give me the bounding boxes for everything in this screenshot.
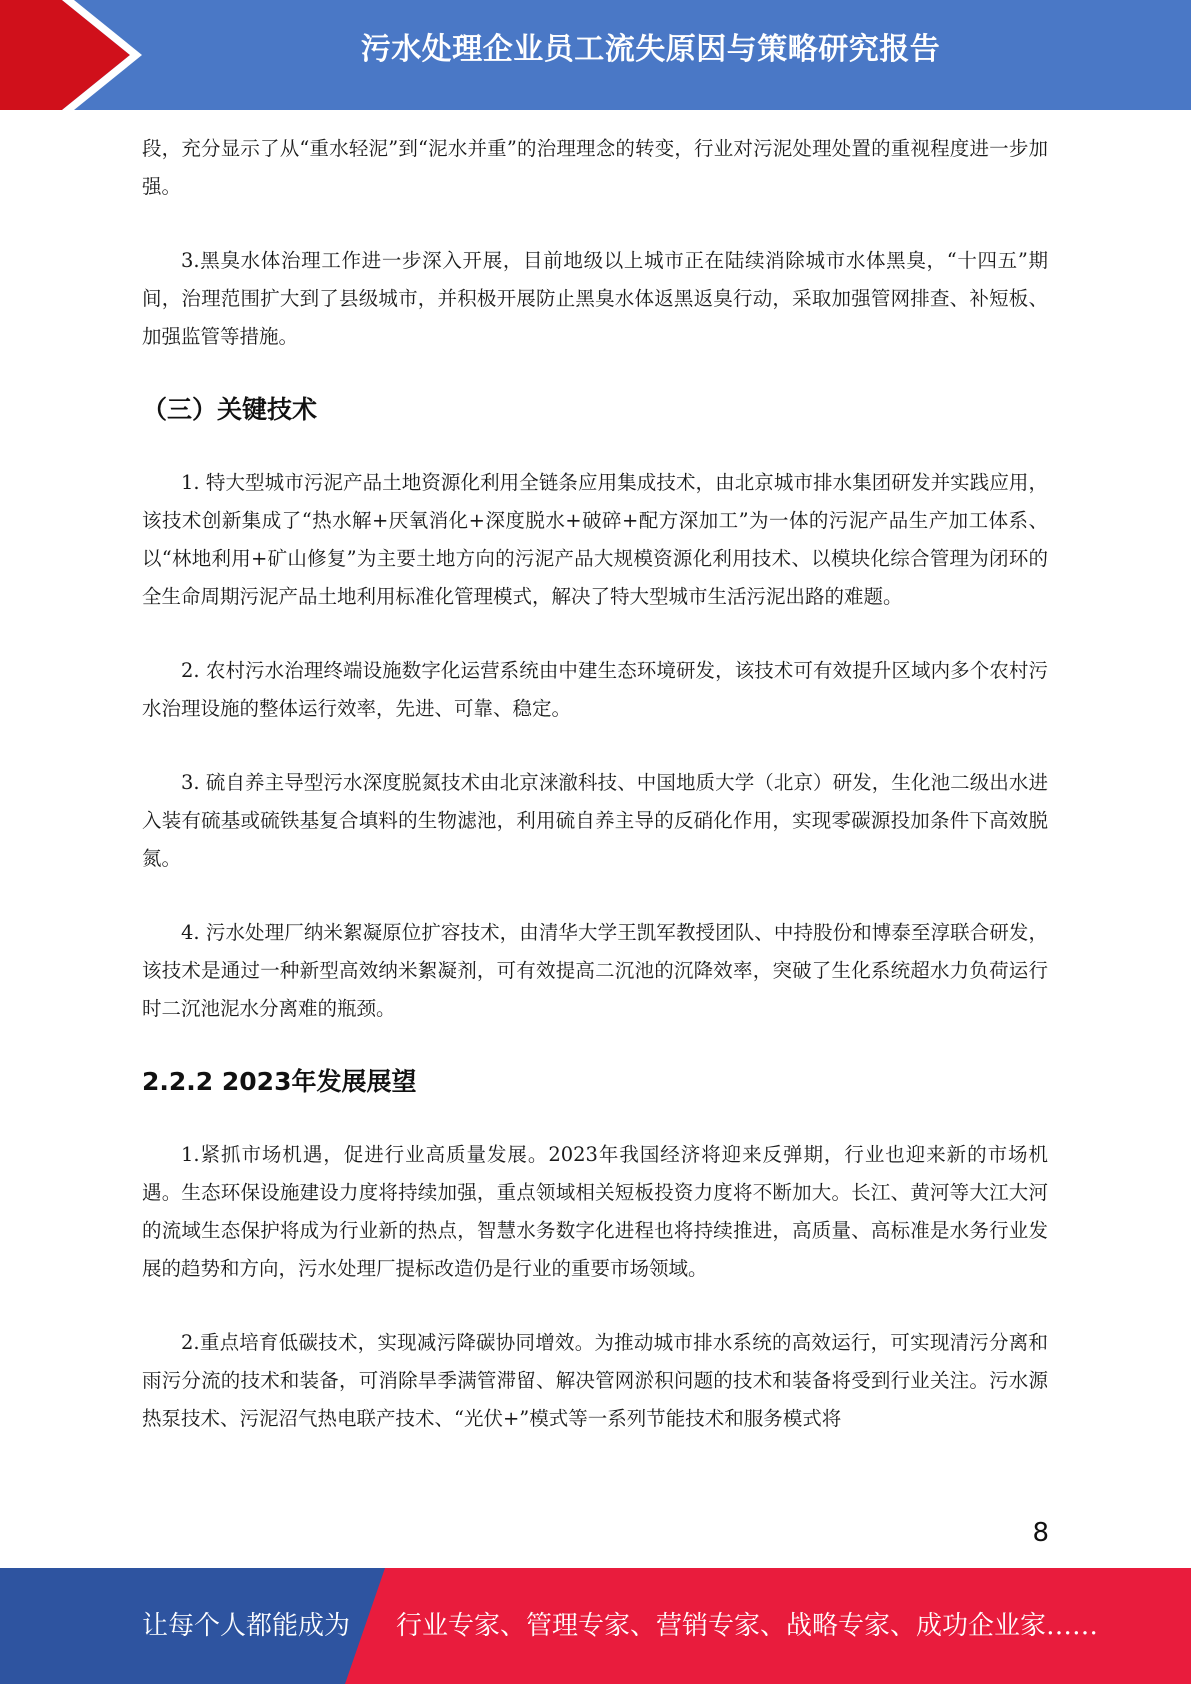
footer-slogan-right: 行业专家、管理专家、营销专家、战略专家、成功企业家…… — [396, 1611, 1099, 1641]
paragraph-outlook-1: 1.紧抓市场机遇，促进行业高质量发展。2023年我国经济将迎来反弹期，行业也迎来新的市场机遇。生态环保设施建设力度将持续加强，重点领域相关短板投资力度将不断加大。长江、黄河等大江大河的流域生态保护将成为行业新的热点，智慧水务数字化进程也将持续推进，高质量、高标准是水务行业发展的趋势和方向，污水处理厂提标改造仍是行业的重要市场领域。 — [142, 1143, 1048, 1280]
page-header — [0, 0, 1191, 110]
document-body — [142, 130, 1048, 1438]
paragraph-tech-3: 3. 硫自养主导型污水深度脱氮技术由北京涞澈科技、中国地质大学（北京）研发，生化池二级出水进入装有硫基或硫铁基复合填料的生物滤池，利用硫自养主导的反硝化作用，实现零碳源投加条件下高效脱氮。 — [142, 771, 1048, 870]
section-heading-key-technologies: （三）关键技术 — [142, 395, 318, 424]
footer-slogan-left: 让每个人都能成为 — [142, 1611, 351, 1641]
paragraph-sludge-continued: 段，充分显示了从“重水轻泥”到“泥水并重”的治理理念的转变，行业对污泥处理处置的重视程度进一步加强。 — [142, 137, 1048, 198]
page-number: 8 — [1032, 1518, 1049, 1548]
paragraph-tech-1: 1. 特大型城市污泥产品土地资源化利用全链条应用集成技术，由北京城市排水集团研发并实践应用，该技术创新集成了“热水解+厌氧消化+深度脱水+破碎+配方深加工”为一体的污泥产品生产加工体系、以“林地利用+矿山修复”为主要土地方向的污泥产品大规模资源化利用技术、以模块化综合管理为闭环的全生命周期污泥产品土地利用标准化管理模式，解决了特大型城市生活污泥出路的难题。 — [142, 471, 1048, 608]
section-heading-outlook-2023: 2.2.2 2023年发展展望 — [142, 1067, 417, 1096]
paragraph-black-odorous-water: 3.黑臭水体治理工作进一步深入开展，目前地级以上城市正在陆续消除城市水体黑臭，“十四五”期间，治理范围扩大到了县级城市，并积极开展防止黑臭水体返黑返臭行动，采取加强管网排查、补短板、加强监管等措施。 — [142, 249, 1048, 348]
paragraph-outlook-2: 2.重点培育低碳技术，实现减污降碳协同增效。为推动城市排水系统的高效运行，可实现清污分离和雨污分流的技术和装备，可消除旱季满管滞留、解决管网淤积问题的技术和装备将受到行业关注。污水源热泵技术、污泥沼气热电联产技术、“光伏+”模式等一系列节能技术和服务模式将 — [142, 1331, 1048, 1430]
report-title: 污水处理企业员工流失原因与策略研究报告 — [360, 32, 941, 67]
paragraph-tech-2: 2. 农村污水治理终端设施数字化运营系统由中建生态环境研发，该技术可有效提升区域内多个农村污水治理设施的整体运行效率，先进、可靠、稳定。 — [142, 659, 1048, 720]
page-footer — [0, 1568, 1191, 1684]
paragraph-tech-4: 4. 污水处理厂纳米絮凝原位扩容技术，由清华大学王凯军教授团队、中持股份和博泰至淳联合研发，该技术是通过一种新型高效纳米絮凝剂，可有效提高二沉池的沉降效率，突破了生化系统超水力负荷运行时二沉池泥水分离难的瓶颈。 — [142, 921, 1048, 1020]
header-arrow-decoration — [0, 0, 160, 110]
